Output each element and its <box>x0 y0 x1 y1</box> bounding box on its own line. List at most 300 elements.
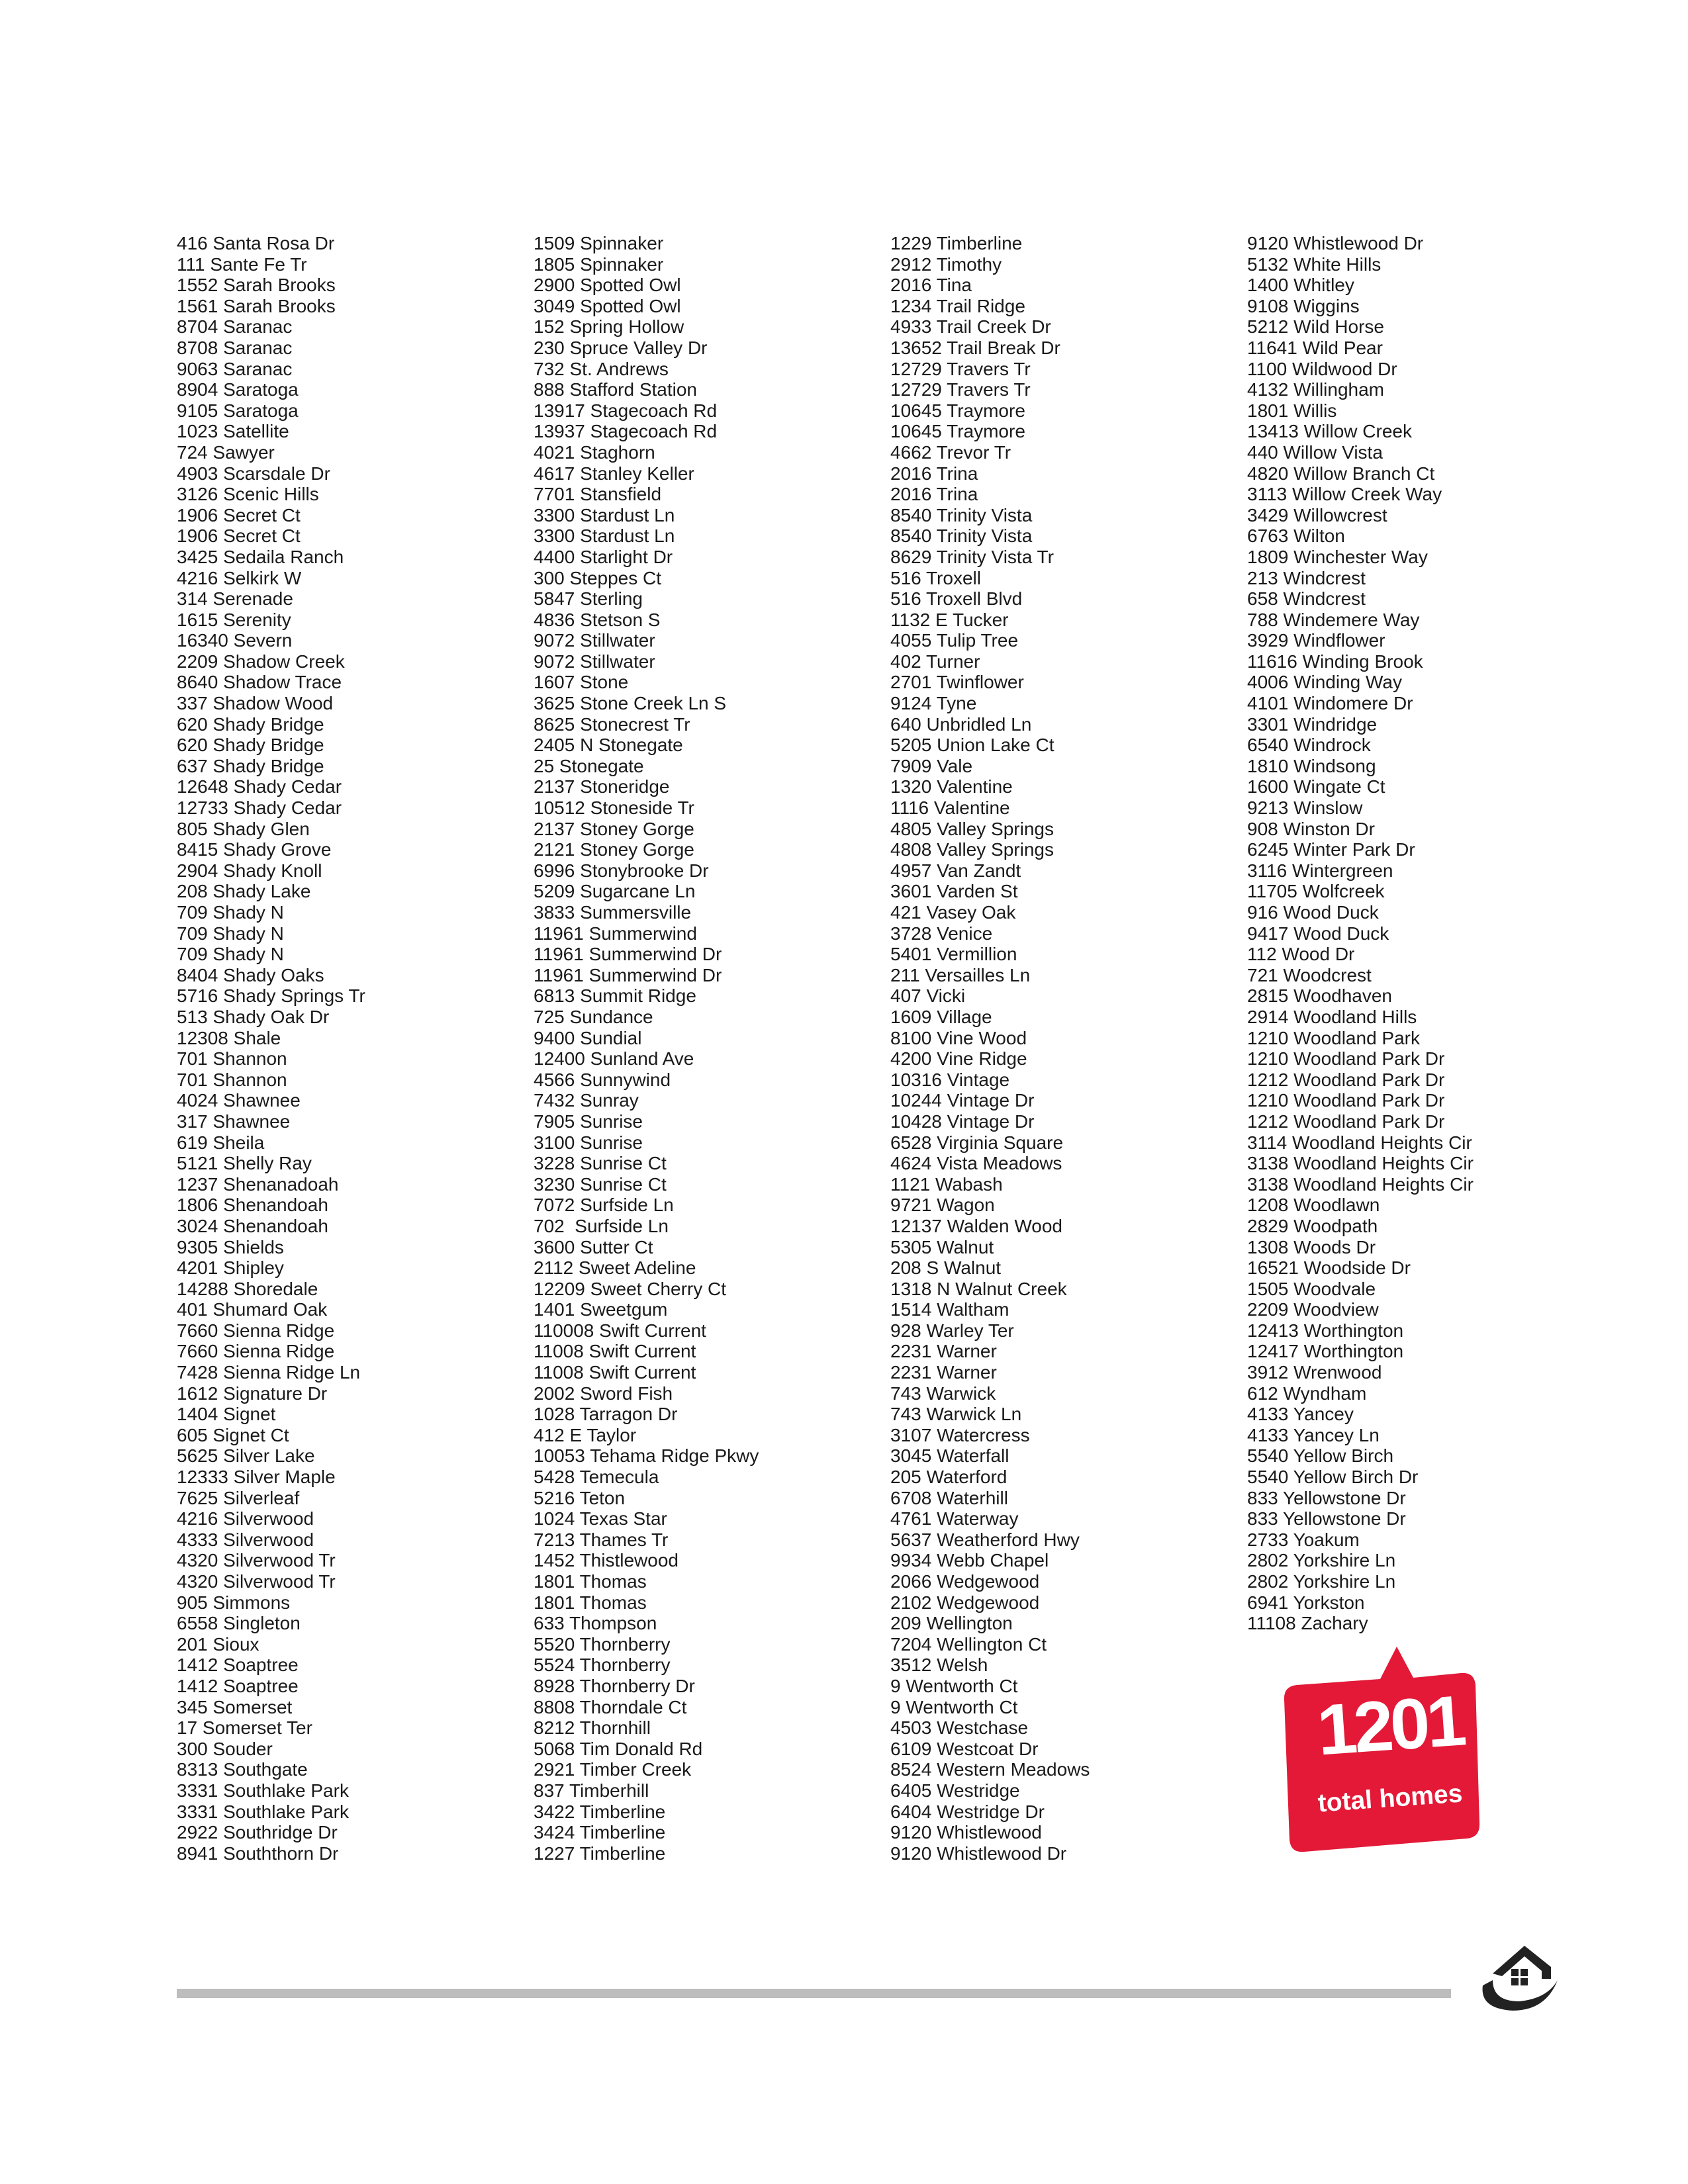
total-homes-count: 1201 <box>1314 1680 1466 1770</box>
address-entry: 5428 Temecula <box>534 1467 659 1488</box>
address-entry: 3138 Woodland Heights Cir <box>1247 1173 1474 1195</box>
address-entry: 2912 Timothy <box>890 253 1002 275</box>
address-entry: 743 Warwick Ln <box>890 1404 1022 1425</box>
address-entry: 8904 Saratoga <box>177 379 299 400</box>
address-entry: 1308 Woods Dr <box>1247 1236 1376 1257</box>
address-entry: 4320 Silverwood Tr <box>177 1550 336 1571</box>
address-entry: 620 Shady Bridge <box>177 713 324 735</box>
address-entry: 205 Waterford <box>890 1467 1008 1488</box>
address-entry: 1404 Signet <box>177 1404 276 1425</box>
address-entry: 4933 Trail Creek Dr <box>890 316 1051 338</box>
address-entry: 2209 Woodview <box>1247 1299 1379 1320</box>
address-entry: 2066 Wedgewood <box>890 1571 1040 1592</box>
address-entry: 3228 Sunrise Ct <box>534 1153 667 1174</box>
address-entry: 3107 Watercress <box>890 1424 1030 1445</box>
address-entry: 3625 Stone Creek Ln S <box>534 693 727 714</box>
address-entry: 4021 Staghorn <box>534 441 655 463</box>
address-column-4 <box>1247 233 1474 1634</box>
address-entry: 1237 Shenanadoah <box>177 1173 339 1195</box>
address-entry: 2016 Trina <box>890 484 978 505</box>
address-entry: 7213 Thames Tr <box>534 1529 669 1550</box>
address-entry: 6245 Winter Park Dr <box>1247 839 1415 860</box>
address-entry: 8540 Trinity Vista <box>890 504 1033 525</box>
address-entry: 9108 Wiggins <box>1247 295 1360 316</box>
address-entry: 605 Signet Ct <box>177 1424 289 1445</box>
address-entry: 8540 Trinity Vista <box>890 525 1033 547</box>
address-entry: 1607 Stone <box>534 672 629 693</box>
address-entry: 9934 Webb Chapel <box>890 1550 1049 1571</box>
address-entry: 2209 Shadow Creek <box>177 651 345 672</box>
address-entry: 13937 Stagecoach Rd <box>534 421 718 442</box>
address-entry: 13652 Trail Break Dr <box>890 337 1060 358</box>
address-entry: 3422 Timberline <box>534 1801 666 1822</box>
address-entry: 12333 Silver Maple <box>177 1467 336 1488</box>
address-entry: 5524 Thornberry <box>534 1655 671 1676</box>
address-entry: 1806 Shenandoah <box>177 1195 328 1216</box>
address-entry: 8640 Shadow Trace <box>177 672 342 693</box>
address-entry: 2733 Yoakum <box>1247 1529 1360 1550</box>
address-entry: 10428 Vintage Dr <box>890 1111 1035 1132</box>
address-entry: 1615 Serenity <box>177 609 291 630</box>
address-entry: 2231 Warner <box>890 1341 997 1362</box>
address-entry: 8524 Western Meadows <box>890 1759 1090 1780</box>
address-entry: 5132 White Hills <box>1247 253 1382 275</box>
address-entry: 230 Spruce Valley Dr <box>534 337 708 358</box>
address-entry: 3049 Spotted Owl <box>534 295 681 316</box>
address-entry: 1318 N Walnut Creek <box>890 1278 1067 1299</box>
address-entry: 908 Winston Dr <box>1247 818 1375 839</box>
address-entry: 1609 Village <box>890 1006 992 1027</box>
address-entry: 3424 Timberline <box>534 1822 666 1843</box>
address-entry: 6813 Summit Ridge <box>534 985 696 1007</box>
address-entry: 208 Shady Lake <box>177 881 311 902</box>
address-column-1 <box>177 233 365 1864</box>
address-entry: 5121 Shelly Ray <box>177 1153 312 1174</box>
address-entry: 12648 Shady Cedar <box>177 776 342 797</box>
address-entry: 10053 Tehama Ridge Pkwy <box>534 1445 759 1467</box>
address-entry: 2102 Wedgewood <box>890 1592 1040 1613</box>
address-column-2 <box>534 233 759 1864</box>
address-entry: 1132 E Tucker <box>890 609 1009 630</box>
address-entry: 3138 Woodland Heights Cir <box>1247 1153 1474 1174</box>
address-entry: 10244 Vintage Dr <box>890 1090 1035 1111</box>
address-entry: 3912 Wrenwood <box>1247 1362 1382 1383</box>
address-entry: 4566 Sunnywind <box>534 1069 671 1090</box>
address-entry: 421 Vasey Oak <box>890 902 1016 923</box>
address-entry: 619 Sheila <box>177 1132 265 1153</box>
address-entry: 1801 Willis <box>1247 400 1337 421</box>
address-entry: 14288 Shoredale <box>177 1278 318 1299</box>
address-entry: 5625 Silver Lake <box>177 1445 315 1467</box>
address-entry: 2921 Timber Creek <box>534 1759 692 1780</box>
address-entry: 8212 Thornhill <box>534 1717 651 1739</box>
address-entry: 1412 Soaptree <box>177 1675 299 1696</box>
address-entry: 701 Shannon <box>177 1048 287 1069</box>
address-entry: 1801 Thomas <box>534 1571 647 1592</box>
address-entry: 1906 Secret Ct <box>177 504 301 525</box>
address-entry: 4055 Tulip Tree <box>890 630 1019 651</box>
address-entry: 3300 Stardust Ln <box>534 525 675 547</box>
address-entry: 4836 Stetson S <box>534 609 661 630</box>
address-entry: 9072 Stillwater <box>534 651 655 672</box>
address-entry: 4805 Valley Springs <box>890 818 1054 839</box>
address-entry: 5540 Yellow Birch <box>1247 1445 1394 1467</box>
address-entry: 208 S Walnut <box>890 1257 1002 1279</box>
address-entry: 2121 Stoney Gorge <box>534 839 694 860</box>
address-entry: 317 Shawnee <box>177 1111 291 1132</box>
address-entry: 2829 Woodpath <box>1247 1215 1378 1236</box>
address-entry: 6528 Virginia Square <box>890 1132 1064 1153</box>
address-entry: 709 Shady N <box>177 923 284 944</box>
address-entry: 3331 Southlake Park <box>177 1780 349 1801</box>
address-entry: 732 St. Andrews <box>534 358 669 379</box>
address-entry: 13917 Stagecoach Rd <box>534 400 718 421</box>
address-entry: 709 Shady N <box>177 902 284 923</box>
address-entry: 9124 Tyne <box>890 693 977 714</box>
address-entry: 3230 Sunrise Ct <box>534 1173 667 1195</box>
address-entry: 1210 Woodland Park <box>1247 1027 1420 1048</box>
address-entry: 9417 Wood Duck <box>1247 923 1389 944</box>
address-entry: 12733 Shady Cedar <box>177 797 342 819</box>
address-entry: 7428 Sienna Ridge Ln <box>177 1362 361 1383</box>
address-entry: 743 Warwick <box>890 1383 996 1404</box>
address-entry: 10316 Vintage <box>890 1069 1010 1090</box>
address-entry: 4201 Shipley <box>177 1257 284 1279</box>
address-entry: 4216 Selkirk W <box>177 567 302 588</box>
address-entry: 11705 Wolfcreek <box>1247 881 1385 902</box>
address-entry: 11616 Winding Brook <box>1247 651 1423 672</box>
address-entry: 9305 Shields <box>177 1236 284 1257</box>
address-entry: 1509 Spinnaker <box>534 233 664 253</box>
address-entry: 8808 Thorndale Ct <box>534 1696 687 1717</box>
address-entry: 7625 Silverleaf <box>177 1487 300 1508</box>
address-entry: 4617 Stanley Keller <box>534 463 694 484</box>
address-entry: 658 Windcrest <box>1247 588 1366 610</box>
address-entry: 201 Sioux <box>177 1633 259 1655</box>
address-entry: 4503 Westchase <box>890 1717 1029 1739</box>
address-entry: 3601 Varden St <box>890 881 1018 902</box>
address-entry: 1210 Woodland Park Dr <box>1247 1048 1445 1069</box>
address-entry: 1809 Winchester Way <box>1247 546 1428 567</box>
address-entry: 1400 Whitley <box>1247 275 1354 296</box>
address-entry: 1552 Sarah Brooks <box>177 275 336 296</box>
address-entry: 5847 Sterling <box>534 588 643 610</box>
address-entry: 3114 Woodland Heights Cir <box>1247 1132 1472 1153</box>
address-entry: 7660 Sienna Ridge <box>177 1341 335 1362</box>
address-entry: 916 Wood Duck <box>1247 902 1379 923</box>
address-entry: 1121 Wabash <box>890 1173 1003 1195</box>
address-entry: 4761 Waterway <box>890 1508 1019 1529</box>
address-entry: 928 Warley Ter <box>890 1320 1014 1341</box>
address-entry: 17 Somerset Ter <box>177 1717 312 1739</box>
house-logo-icon <box>1473 1933 1566 2019</box>
address-entry: 440 Willow Vista <box>1247 441 1383 463</box>
address-entry: 213 Windcrest <box>1247 567 1366 588</box>
address-entry: 9721 Wagon <box>890 1195 995 1216</box>
address-entry: 1210 Woodland Park Dr <box>1247 1090 1445 1111</box>
address-entry: 4133 Yancey <box>1247 1404 1354 1425</box>
address-entry: 5637 Weatherford Hwy <box>890 1529 1080 1550</box>
address-entry: 2904 Shady Knoll <box>177 860 322 881</box>
address-entry: 2900 Spotted Owl <box>534 275 681 296</box>
address-entry: 11108 Zachary <box>1247 1613 1368 1634</box>
address-entry: 721 Woodcrest <box>1247 964 1372 985</box>
address-entry: 11961 Summerwind <box>534 923 697 944</box>
address-entry: 152 Spring Hollow <box>534 316 684 338</box>
address-entry: 412 E Taylor <box>534 1424 637 1445</box>
address-entry: 1600 Wingate Ct <box>1247 776 1385 797</box>
address-entry: 6109 Westcoat Dr <box>890 1738 1039 1759</box>
address-entry: 833 Yellowstone Dr <box>1247 1508 1406 1529</box>
address-entry: 6996 Stonybrooke Dr <box>534 860 709 881</box>
address-entry: 4216 Silverwood <box>177 1508 314 1529</box>
address-entry: 5520 Thornberry <box>534 1633 671 1655</box>
address-entry: 111 Sante Fe Tr <box>177 253 307 275</box>
address-entry: 516 Troxell Blvd <box>890 588 1023 610</box>
address-entry: 5216 Teton <box>534 1487 626 1508</box>
address-entry: 9120 Whistlewood <box>890 1822 1042 1843</box>
address-entry: 702 Surfside Ln <box>534 1215 669 1236</box>
address-entry: 2815 Woodhaven <box>1247 985 1392 1007</box>
address-entry: 1100 Wildwood Dr <box>1247 358 1397 379</box>
address-entry: 12400 Sunland Ave <box>534 1048 694 1069</box>
address-entry: 3113 Willow Creek Way <box>1247 484 1442 505</box>
address-entry: 3045 Waterfall <box>890 1445 1009 1467</box>
address-entry: 4006 Winding Way <box>1247 672 1402 693</box>
address-entry: 8415 Shady Grove <box>177 839 332 860</box>
address-entry: 5305 Walnut <box>890 1236 994 1257</box>
address-entry: 1805 Spinnaker <box>534 253 664 275</box>
total-homes-label: total homes <box>1317 1779 1464 1818</box>
address-entry: 3600 Sutter Ct <box>534 1236 653 1257</box>
address-entry: 637 Shady Bridge <box>177 755 324 776</box>
address-entry: 1452 Thistlewood <box>534 1550 679 1571</box>
address-entry: 2137 Stoney Gorge <box>534 818 694 839</box>
address-entry: 25 Stonegate <box>534 755 644 776</box>
address-entry: 416 Santa Rosa Dr <box>177 233 335 253</box>
address-entry: 401 Shumard Oak <box>177 1299 328 1320</box>
address-entry: 1227 Timberline <box>534 1843 666 1864</box>
address-entry: 2016 Tina <box>890 275 972 296</box>
address-entry: 3728 Venice <box>890 923 993 944</box>
address-entry: 1212 Woodland Park Dr <box>1247 1069 1445 1090</box>
address-entry: 12729 Travers Tr <box>890 379 1031 400</box>
address-entry: 13413 Willow Creek <box>1247 421 1412 442</box>
address-entry: 3301 Windridge <box>1247 713 1378 735</box>
address-column-3 <box>890 233 1090 1864</box>
address-entry: 11008 Swift Current <box>534 1362 696 1383</box>
address-entry: 724 Sawyer <box>177 441 275 463</box>
address-entry: 4132 Willingham <box>1247 379 1384 400</box>
address-entry: 300 Souder <box>177 1738 273 1759</box>
address-entry: 1612 Signature Dr <box>177 1383 328 1404</box>
address-entry: 837 Timberhill <box>534 1780 649 1801</box>
address-entry: 9105 Saratoga <box>177 400 299 421</box>
address-entry: 4624 Vista Meadows <box>890 1153 1062 1174</box>
address-entry: 402 Turner <box>890 651 980 672</box>
address-entry: 4808 Valley Springs <box>890 839 1054 860</box>
address-entry: 9213 Winslow <box>1247 797 1363 819</box>
address-entry: 8404 Shady Oaks <box>177 964 324 985</box>
address-entry: 5209 Sugarcane Ln <box>534 881 696 902</box>
address-entry: 5540 Yellow Birch Dr <box>1247 1467 1419 1488</box>
address-entry: 1024 Texas Star <box>534 1508 667 1529</box>
address-entry: 6558 Singleton <box>177 1613 301 1634</box>
address-entry: 701 Shannon <box>177 1069 287 1090</box>
address-entry: 110008 Swift Current <box>534 1320 706 1341</box>
address-entry: 1505 Woodvale <box>1247 1278 1376 1299</box>
address-entry: 833 Yellowstone Dr <box>1247 1487 1406 1508</box>
address-entry: 2112 Sweet Adeline <box>534 1257 696 1279</box>
address-entry: 1906 Secret Ct <box>177 525 301 547</box>
address-entry: 8704 Saranac <box>177 316 293 338</box>
address-entry: 6405 Westridge <box>890 1780 1020 1801</box>
address-entry: 1514 Waltham <box>890 1299 1009 1320</box>
address-entry: 1023 Satellite <box>177 421 289 442</box>
address-entry: 7905 Sunrise <box>534 1111 643 1132</box>
address-entry: 4320 Silverwood Tr <box>177 1571 336 1592</box>
address-entry: 11961 Summerwind Dr <box>534 944 722 965</box>
address-entry: 1208 Woodlawn <box>1247 1195 1380 1216</box>
address-entry: 12729 Travers Tr <box>890 358 1031 379</box>
address-entry: 6763 Wilton <box>1247 525 1345 547</box>
address-entry: 3024 Shenandoah <box>177 1215 328 1236</box>
address-entry: 2016 Trina <box>890 463 978 484</box>
address-entry: 5068 Tim Donald Rd <box>534 1738 703 1759</box>
address-entry: 4200 Vine Ridge <box>890 1048 1027 1069</box>
address-entry: 8941 Souththorn Dr <box>177 1843 339 1864</box>
address-entry: 8629 Trinity Vista Tr <box>890 546 1054 567</box>
address-entry: 345 Somerset <box>177 1696 293 1717</box>
address-entry: 7432 Sunray <box>534 1090 639 1111</box>
address-entry: 3331 Southlake Park <box>177 1801 349 1822</box>
address-entry: 8625 Stonecrest Tr <box>534 713 690 735</box>
address-entry: 4820 Willow Branch Ct <box>1247 463 1435 484</box>
address-entry: 12209 Sweet Cherry Ct <box>534 1278 727 1299</box>
address-entry: 5716 Shady Springs Tr <box>177 985 365 1007</box>
address-entry: 16521 Woodside Dr <box>1247 1257 1411 1279</box>
address-entry: 10512 Stoneside Tr <box>534 797 694 819</box>
address-entry: 3300 Stardust Ln <box>534 504 675 525</box>
address-entry: 612 Wyndham <box>1247 1383 1367 1404</box>
address-entry: 640 Unbridled Ln <box>890 713 1032 735</box>
address-entry: 3833 Summersville <box>534 902 692 923</box>
address-entry: 9 Wentworth Ct <box>890 1696 1018 1717</box>
address-entry: 1320 Valentine <box>890 776 1013 797</box>
address-entry: 513 Shady Oak Dr <box>177 1006 330 1027</box>
address-entry: 4333 Silverwood <box>177 1529 314 1550</box>
address-entry: 788 Windemere Way <box>1247 609 1420 630</box>
address-entry: 1561 Sarah Brooks <box>177 295 336 316</box>
address-entry: 633 Thompson <box>534 1613 657 1634</box>
address-entry: 9400 Sundial <box>534 1027 642 1048</box>
address-entry: 1116 Valentine <box>890 797 1010 819</box>
address-entry: 8708 Saranac <box>177 337 293 358</box>
address-entry: 1229 Timberline <box>890 233 1023 253</box>
address-entry: 2802 Yorkshire Ln <box>1247 1571 1396 1592</box>
address-entry: 3126 Scenic Hills <box>177 484 319 505</box>
address-entry: 620 Shady Bridge <box>177 735 324 756</box>
address-entry: 516 Troxell <box>890 567 981 588</box>
address-entry: 3425 Sedaila Ranch <box>177 546 344 567</box>
address-entry: 7204 Wellington Ct <box>890 1633 1047 1655</box>
address-entry: 4903 Scarsdale Dr <box>177 463 330 484</box>
address-entry: 6404 Westridge Dr <box>890 1801 1045 1822</box>
address-entry: 6540 Windrock <box>1247 735 1371 756</box>
address-entry: 7660 Sienna Ridge <box>177 1320 335 1341</box>
address-entry: 905 Simmons <box>177 1592 291 1613</box>
address-entry: 11641 Wild Pear <box>1247 337 1383 358</box>
address-entry: 709 Shady N <box>177 944 284 965</box>
address-entry: 211 Versailles Ln <box>890 964 1031 985</box>
address-entry: 1212 Woodland Park Dr <box>1247 1111 1445 1132</box>
address-entry: 4957 Van Zandt <box>890 860 1021 881</box>
address-entry: 1412 Soaptree <box>177 1655 299 1676</box>
address-entry: 4101 Windomere Dr <box>1247 693 1413 714</box>
address-entry: 5205 Union Lake Ct <box>890 735 1055 756</box>
address-entry: 2137 Stoneridge <box>534 776 670 797</box>
address-entry: 300 Steppes Ct <box>534 567 662 588</box>
address-entry: 3512 Welsh <box>890 1655 988 1676</box>
address-entry: 12413 Worthington <box>1247 1320 1404 1341</box>
address-entry: 12137 Walden Wood <box>890 1215 1062 1236</box>
address-entry: 7909 Vale <box>890 755 973 776</box>
address-entry: 8928 Thornberry Dr <box>534 1675 695 1696</box>
address-entry: 9072 Stillwater <box>534 630 655 651</box>
address-entry: 4400 Starlight Dr <box>534 546 673 567</box>
address-entry: 3429 Willowcrest <box>1247 504 1387 525</box>
address-entry: 4024 Shawnee <box>177 1090 301 1111</box>
address-entry: 2002 Sword Fish <box>534 1383 673 1404</box>
address-entry: 10645 Traymore <box>890 421 1025 442</box>
address-entry: 4662 Trevor Tr <box>890 441 1011 463</box>
address-entry: 112 Wood Dr <box>1247 944 1355 965</box>
address-entry: 1810 Windsong <box>1247 755 1376 776</box>
address-entry: 5212 Wild Horse <box>1247 316 1384 338</box>
address-entry: 6708 Waterhill <box>890 1487 1008 1508</box>
address-entry: 8313 Southgate <box>177 1759 308 1780</box>
address-entry: 337 Shadow Wood <box>177 693 334 714</box>
address-entry: 3100 Sunrise <box>534 1132 643 1153</box>
address-entry: 8100 Vine Wood <box>890 1027 1027 1048</box>
address-entry: 888 Stafford Station <box>534 379 697 400</box>
address-entry: 12308 Shale <box>177 1027 281 1048</box>
address-entry: 4133 Yancey Ln <box>1247 1424 1380 1445</box>
address-entry: 9063 Saranac <box>177 358 293 379</box>
address-entry: 6941 Yorkston <box>1247 1592 1365 1613</box>
address-entry: 11961 Summerwind Dr <box>534 964 722 985</box>
address-entry: 2802 Yorkshire Ln <box>1247 1550 1396 1571</box>
address-entry: 3116 Wintergreen <box>1247 860 1393 881</box>
address-entry: 1401 Sweetgum <box>534 1299 668 1320</box>
footer-divider <box>177 1989 1451 1998</box>
address-entry: 5401 Vermillion <box>890 944 1017 965</box>
address-entry: 2231 Warner <box>890 1362 997 1383</box>
address-entry: 9120 Whistlewood Dr <box>1247 233 1424 253</box>
address-entry: 16340 Severn <box>177 630 293 651</box>
address-entry: 1028 Tarragon Dr <box>534 1404 678 1425</box>
address-entry: 314 Serenade <box>177 588 293 610</box>
address-entry: 2405 N Stonegate <box>534 735 683 756</box>
address-entry: 11008 Swift Current <box>534 1341 696 1362</box>
address-entry: 407 Vicki <box>890 985 966 1007</box>
address-entry: 805 Shady Glen <box>177 818 310 839</box>
address-entry: 10645 Traymore <box>890 400 1025 421</box>
address-entry: 1801 Thomas <box>534 1592 647 1613</box>
address-entry: 2914 Woodland Hills <box>1247 1006 1417 1027</box>
address-entry: 7072 Surfside Ln <box>534 1195 674 1216</box>
address-entry: 725 Sundance <box>534 1006 653 1027</box>
